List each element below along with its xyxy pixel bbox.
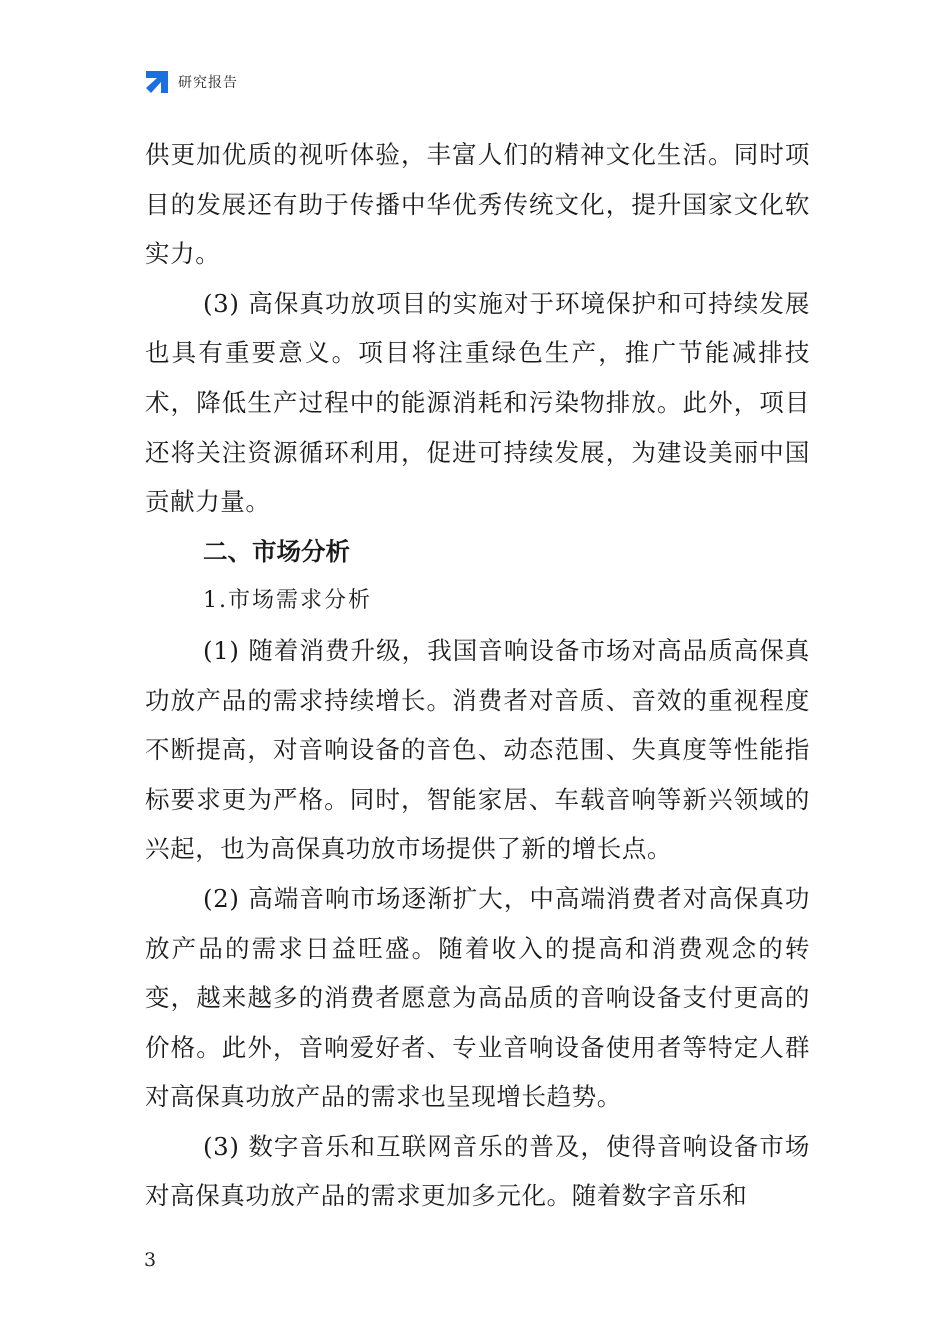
- report-header: [144, 68, 238, 96]
- subsection-heading: 1.市场需求分析: [203, 588, 372, 614]
- header-title: 研究报告: [178, 75, 238, 91]
- document-body: [145, 130, 810, 1221]
- paragraph-environmental-significance: (3) 高保真功放项目的实施对于环境保护和可持续发展也具有重要意义。项目将注重绿色生产，推广节能减排技术，降低生产过程中的能源消耗和污染物排放。此外，项目还将关注资源循环利用，促进可持续发展，为建设美丽中国贡献力量。: [145, 288, 810, 517]
- paragraph-demand-1: (1) 随着消费升级，我国音响设备市场对高品质高保真功放产品的需求持续增长。消费者对音质、音效的重视程度不断提高，对音响设备的音色、动态范围、失真度等性能指标要求更为严格。同时，智能家居、车载音响等新兴领域的兴起，也为高保真功放市场提供了新的增长点。: [145, 635, 810, 864]
- arrow-up-right-icon: [144, 69, 170, 95]
- page-number: 3: [144, 1249, 157, 1271]
- section-heading: 二、市场分析: [203, 536, 350, 566]
- paragraph-demand-2: (2) 高端音响市场逐渐扩大，中高端消费者对高保真功放产品的需求日益旺盛。随着收入的提高和消费观念的转变，越来越多的消费者愿意为高品质的音响设备支付更高的价格。此外，音响爱好者、专业音响设备使用者等特定人群对高保真功放产品的需求也呈现增长趋势。: [145, 883, 810, 1112]
- paragraph-demand-3: (3) 数字音乐和互联网音乐的普及，使得音响设备市场对高保真功放产品的需求更加多元化。随着数字音乐和: [145, 1131, 810, 1211]
- paragraph-continuation: 供更加优质的视听体验，丰富人们的精神文化生活。同时项目的发展还有助于传播中华优秀传统文化，提升国家文化软实力。: [145, 140, 810, 269]
